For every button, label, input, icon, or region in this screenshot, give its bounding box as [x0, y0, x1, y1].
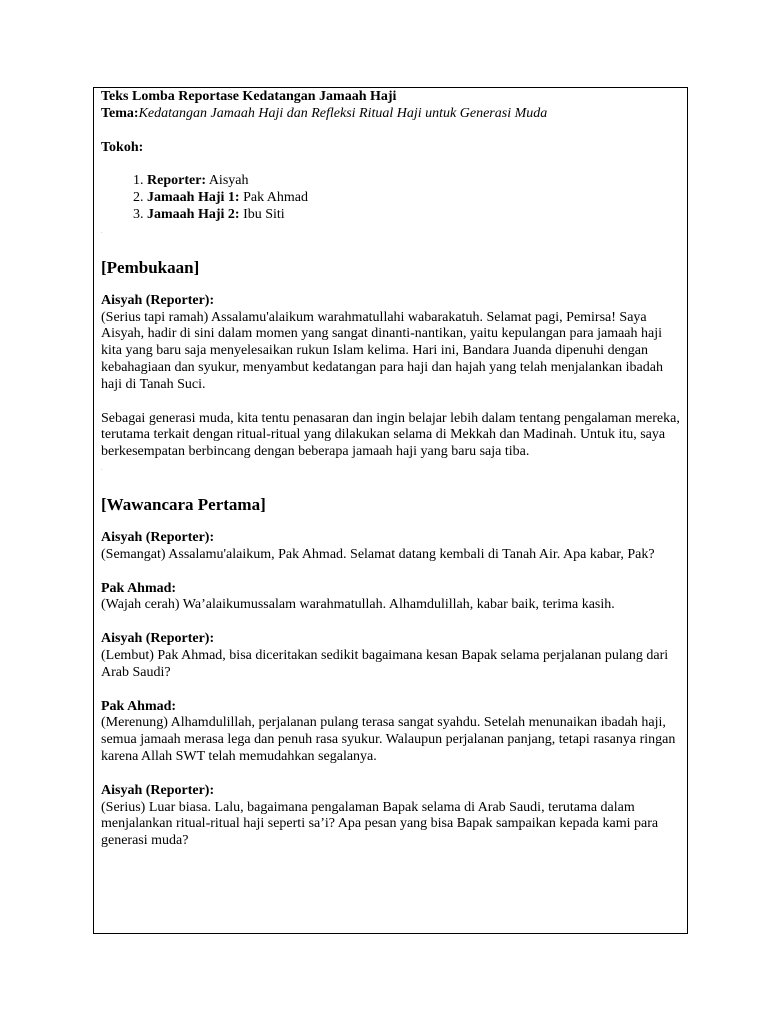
spacer [101, 682, 681, 699]
cast-role: Reporter: [147, 173, 207, 189]
speaker-label: Aisyah (Reporter): [101, 292, 215, 308]
speaker-label: Pak Ahmad: [101, 698, 177, 714]
theme-text: Kedatangan Jamaah Haji dan Refleksi Ritual Haji untuk Generasi Muda [138, 105, 548, 121]
document-page [93, 87, 688, 934]
theme-line [101, 106, 681, 123]
cast-item-jamaah-2 [147, 207, 681, 224]
document-title: Teks Lomba Reportase Kedatangan Jamaah Haji [101, 89, 397, 104]
dialogue-paragraph: (Wajah cerah) Wa’alaikumussalam warahmatullah. Alhamdulillah, kabar baik, terima kasih. [101, 597, 615, 613]
section-heading-interview-1: [Wawancara Pertama] [101, 494, 266, 514]
speaker-label: Aisyah (Reporter): [101, 631, 215, 647]
speaker-label: Aisyah (Reporter): [101, 529, 215, 545]
cast-list [101, 173, 681, 223]
dot-marker: . [101, 228, 103, 235]
spacer [101, 766, 681, 783]
dialogue-paragraph: (Serius) Luar biasa. Lalu, bagaimana pengalaman Bapak selama di Arab Saudi, terutama dalam menjalankan ritual-ritual haji seperti sa’i? Apa pesan yang bisa Bapak sampaikan kepada kami para generasi muda? [101, 799, 659, 849]
dialogue-paragraph: (Lembut) Pak Ahmad, bisa diceritakan sedikit bagaimana kesan Bapak selama perjalanan pulang dari Arab Saudi? [101, 647, 669, 680]
spacer [101, 278, 681, 293]
cast-heading: Tokoh: [101, 139, 144, 155]
cast-name: Aisyah [208, 173, 249, 189]
dialogue-paragraph: (Merenung) Alhamdulillah, perjalanan pulang terasa sangat syahdu. Setelah menunaikan ibadah haji, semua jamaah merasa lega dan penuh rasa syukur. Walaupun perjalanan panjang, tetapi rasanya ringan karena Allah SWT telah memudahkan segalanya. [101, 715, 676, 764]
cast-item-reporter [147, 173, 681, 190]
cast-role: Jamaah Haji 1: [147, 190, 240, 206]
spacer [101, 515, 681, 530]
cast-item-jamaah-1 [147, 190, 681, 207]
cast-role: Jamaah Haji 2: [147, 206, 240, 222]
speaker-label: Pak Ahmad: [101, 580, 177, 596]
cast-name: Pak Ahmad [243, 190, 309, 206]
spacer [101, 394, 681, 411]
dot-marker: . [101, 465, 103, 472]
spacer [101, 156, 681, 173]
spacer [101, 241, 681, 258]
dialogue-paragraph: Sebagai generasi muda, kita tentu penasaran dan ingin belajar lebih dalam tentang pengalaman mereka, terutama terkait dengan ritual-ritual yang dilakukan selama di Mekkah dan Madinah. Untuk itu, saya berkesempatan berbincang dengan beberapa jamaah haji yang baru saja tiba. [101, 410, 680, 460]
spacer [101, 123, 681, 140]
spacer [101, 614, 681, 631]
theme-label: Tema: [101, 105, 139, 121]
speaker-label: Aisyah (Reporter): [101, 782, 215, 798]
dialogue-paragraph: (Semangat) Assalamu'alaikum, Pak Ahmad. Selamat datang kembali di Tanah Air. Apa kabar, Pak? [101, 546, 655, 562]
dialogue-paragraph: (Serius tapi ramah) Assalamu'alaikum warahmatullahi wabarakatuh. Selamat pagi, Pemirsa! Saya Aisyah, hadir di sini dalam momen yang sangat dinanti-nantikan, yaitu kepulangan para jamaah haji kita yang baru saja menyelesaikan rukun Islam kelima. Hari ini, Bandara Juanda dipenuhi dengan kebahagiaan dan syukur, menyambut kedatangan para haji dan hajah yang telah menjalankan ibadah haji di Tanah Suci. [101, 309, 663, 392]
section-heading-opening: [Pembukaan] [101, 257, 200, 277]
cast-name: Ibu Siti [243, 206, 285, 222]
spacer [101, 564, 681, 581]
spacer [101, 478, 681, 495]
